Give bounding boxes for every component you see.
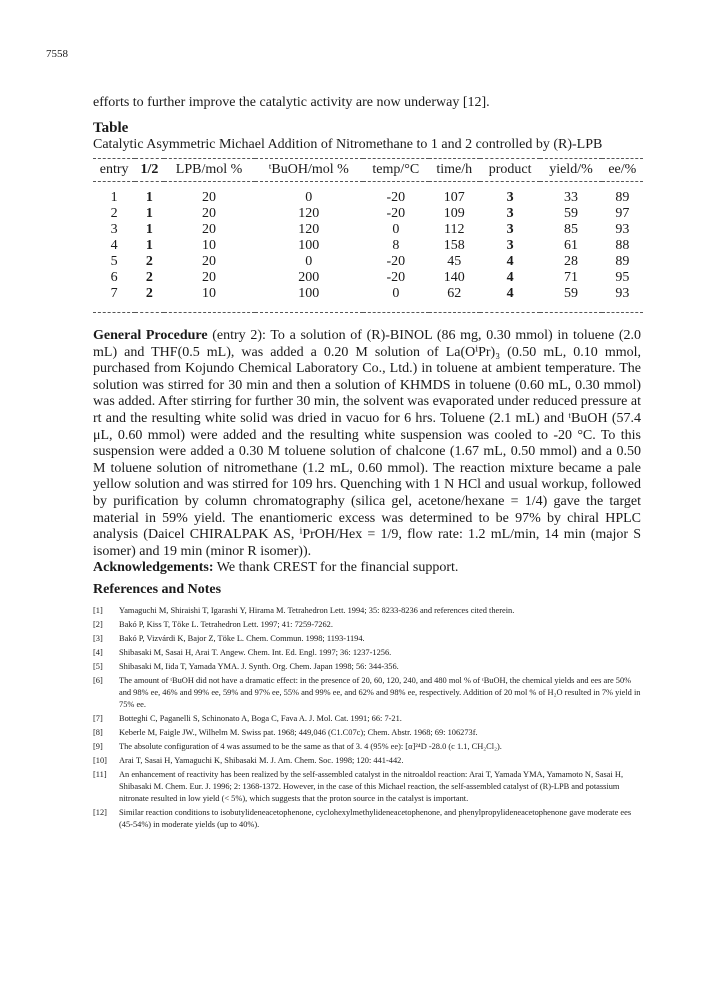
col-header-substrate: 1/2 (140, 162, 159, 177)
table-row (93, 182, 643, 207)
reference-item (93, 661, 643, 673)
table-row (93, 206, 643, 222)
results-table (93, 158, 643, 313)
table-cell: 20 (202, 206, 217, 221)
col-header-yield: yield/% (549, 162, 593, 177)
table-cell: 2 (145, 270, 153, 285)
table-cell: 1 (145, 238, 153, 253)
table-cell: -20 (386, 254, 406, 269)
col-header-temp: temp/°C (372, 162, 420, 177)
reference-number: [6] (93, 676, 103, 685)
table-cell: 112 (444, 222, 465, 237)
table-header-row (93, 159, 643, 182)
table-cell: 95 (615, 270, 630, 285)
table-cell: 2 (145, 254, 153, 269)
table-cell: 10 (202, 286, 217, 301)
reference-number: [10] (93, 756, 107, 765)
table-cell: 100 (298, 286, 320, 301)
table-cell: 89 (615, 254, 630, 269)
intro-text: efforts to further improve the catalytic activity are now underway [12]. (93, 95, 490, 110)
table-cell: 89 (615, 190, 630, 205)
reference-text: Keberle M, Faigle JW., Wilhelm M. Swiss pat. 1968; 449,046 (C1.C07c); Chem. Abstr. 1968; 69: 106273f. (119, 728, 478, 737)
reference-text: An enhancement of reactivity has been realized by the self-assembled catalyst in the nitroaldol reaction: Arai T, Yamada YMA, Yamamoto N, Sasai H, Shibasaki M. Chem. Eur. J. 1996; 2: 1368-1372. However, in the case of this Michael reaction, the self-assembled catalyst of (R)-LPB and potassium nitronate resulted in low yield (< 5%), which suggests that the proton source in the catalyst is important. (119, 770, 624, 803)
reference-text: The amount of ᵗBuOH did not have a dramatic effect: in the presence of 20, 60, 120, 240, and 480 mol % of ᵗBuOH, the chemical yields and ees are 50% and 98% ee, 46% and 99% ee, 59% and 97% ee, 55% and 99% ee, and 62% and 98% ee, respectively. Addition of 20 mol % of H₂O resulted in 7% yield in 75% ee. (119, 676, 641, 709)
table-cell: 20 (202, 190, 217, 205)
references-heading: References and Notes (93, 582, 222, 597)
reference-item (93, 675, 643, 711)
table-cell: 4 (506, 254, 514, 269)
table-cell: 0 (392, 222, 400, 237)
reference-item (93, 755, 643, 767)
table-cell: 71 (563, 270, 578, 285)
table-cell: 93 (615, 222, 630, 237)
table-cell: 88 (615, 238, 630, 253)
table-cell: 59 (563, 286, 578, 301)
reference-text: Shibasaki M, Iida T, Yamada YMA. J. Synth. Org. Chem. Japan 1998; 56: 344-356. (119, 662, 399, 671)
reference-item (93, 633, 643, 645)
table-cell: 158 (443, 238, 465, 253)
table-cell: 20 (202, 270, 217, 285)
reference-text: Bakó P, Kiss T, Töke L. Tetrahedron Lett. 1997; 41: 7259-7262. (119, 620, 333, 629)
table-row (93, 238, 643, 254)
table-cell: 3 (506, 190, 514, 205)
reference-item (93, 807, 643, 831)
acknowledgements-heading: Acknowledgements: (93, 560, 214, 575)
reference-item (93, 769, 643, 805)
col-header-entry: entry (99, 162, 129, 177)
reference-text: Botteghi C, Paganelli S, Schinonato A, Boga C, Fava A. J. Mol. Cat. 1991; 66: 7-21. (119, 714, 402, 723)
table-cell: 4 (506, 270, 514, 285)
reference-text: Bakó P, Vizvárdi K, Bajor Z, Töke L. Chem. Commun. 1998; 1193-1194. (119, 634, 365, 643)
table-row (93, 222, 643, 238)
table-cell: 1 (145, 222, 153, 237)
table-cell: 4 (506, 286, 514, 301)
reference-number: [7] (93, 714, 103, 723)
table-cell: 1 (145, 206, 153, 221)
reference-item (93, 605, 643, 617)
table-cell: 62 (447, 286, 462, 301)
table-caption: Catalytic Asymmetric Michael Addition of Nitromethane to 1 and 2 controlled by (R)-LPB (93, 137, 603, 152)
table-cell: 140 (443, 270, 465, 285)
reference-text: Shibasaki M, Sasai H, Arai T. Angew. Chem. Int. Ed. Engl. 1997; 36: 1237-1256. (119, 648, 392, 657)
table-cell: 10 (202, 238, 217, 253)
reference-item (93, 741, 643, 753)
reference-number: [8] (93, 728, 103, 737)
acknowledgements (93, 560, 641, 576)
reference-number: [12] (93, 808, 107, 817)
reference-text: Arai T, Sasai H, Yamaguchi K, Shibasaki M. J. Am. Chem. Soc. 1998; 120: 441-442. (119, 756, 404, 765)
table-row (93, 286, 643, 313)
table-cell: 0 (392, 286, 400, 301)
table-cell: 45 (447, 254, 462, 269)
reference-text: Similar reaction conditions to isobutylideneacetophenone, cyclohexylmethylideneacetophenone, and phenylpropylideneacetophenone gave moderate ees (45-54%) in moderate yields (up to 40%). (119, 808, 632, 829)
table-cell: 1 (145, 190, 153, 205)
col-header-product: product (488, 162, 532, 177)
reference-number: [4] (93, 648, 103, 657)
table-cell: -20 (386, 190, 406, 205)
reference-item (93, 619, 643, 631)
col-header-tbuoh: ᵗBuOH/mol % (268, 162, 349, 177)
general-procedure-heading: General Procedure (93, 328, 208, 343)
col-header-lpb: LPB/mol % (175, 162, 243, 177)
table-row (93, 270, 643, 286)
table-cell: 0 (305, 254, 313, 269)
table-row (93, 254, 643, 270)
table-cell: 7 (110, 286, 118, 301)
table-cell: 200 (298, 270, 320, 285)
col-header-ee: ee/% (608, 162, 637, 177)
table-cell: 33 (563, 190, 578, 205)
reference-number: [2] (93, 620, 103, 629)
table-cell: 93 (615, 286, 630, 301)
table-cell: 8 (392, 238, 400, 253)
table-cell: 20 (202, 254, 217, 269)
table-title: Table (93, 120, 129, 136)
acknowledgements-text: We thank CREST for the financial support. (213, 560, 459, 575)
table-cell: 120 (298, 206, 320, 221)
table-cell: 2 (110, 206, 118, 221)
table-cell: 120 (298, 222, 320, 237)
reference-text: Yamaguchi M, Shiraishi T, Igarashi Y, Hirama M. Tetrahedron Lett. 1994; 35: 8233-8236 and references cited therein. (119, 606, 515, 615)
table-cell: 3 (110, 222, 118, 237)
table-cell: 59 (563, 206, 578, 221)
table-cell: 5 (110, 254, 118, 269)
table-cell: 1 (110, 190, 118, 205)
table-cell: -20 (386, 206, 406, 221)
table-cell: 3 (506, 206, 514, 221)
reference-text: The absolute configuration of 4 was assumed to be the same as that of 3. 4 (95% ee): [α]²⁴D -28.0 (c 1.1, CH₂Cl₂). (119, 742, 502, 751)
table-cell: 20 (202, 222, 217, 237)
reference-number: [1] (93, 606, 103, 615)
table-cell: 100 (298, 238, 320, 253)
table-cell: 61 (563, 238, 578, 253)
table-cell: 97 (615, 206, 630, 221)
reference-item (93, 647, 643, 659)
table-cell: 2 (145, 286, 153, 301)
table-cell: 109 (443, 206, 465, 221)
table-cell: 0 (305, 190, 313, 205)
table-cell: 107 (443, 190, 465, 205)
table-cell: 6 (110, 270, 118, 285)
table-cell: 85 (563, 222, 578, 237)
general-procedure-text: (entry 2): To a solution of (R)-BINOL (86 mg, 0.30 mmol) in toluene (2.0 mL) and THF(0.5 mL), was added a 0.20 M solution of La(OⁱPr)₃ (0.50 mL, 0.10 mmol, purchased from Kojundo Chemical Laboratory Co., Ltd.) in toluene at ambient temperature. The solution was stirred for 30 min and then a solution of KHMDS in toluene (0.60 mL, 0.30 mmol) was added. After stirring for further 30 min, the solvent was evaporated under reduced pressure at rt and the resulting white solid was dried in vacuo for 6 hrs. Toluene (2.1 mL) and ᵗBuOH (57.4 μL, 0.60 mmol) were added and the resulting white suspension was cooled to -20 °C. To this suspension were added a 0.30 M toluene solution of chalcone (1.67 mL, 0.50 mmol) and a 0.50 M toluene solution of nitromethane (1.2 mL, 0.60 mmol). The reaction mixture became a pale yellow solution and was stirred for 109 hrs. Quenching with 1 N HCl and usual workup, followed by purification by column chromatography (silica gel, acetone/hexane = 1/4) gave the target material in 59% yield. The enantiomeric excess was determined to be 97% by chiral HPLC analysis (Daicel CHIRALPAK AS, ⁱPrOH/Hex = 1/9, flow rate: 1.2 mL/min, 14 min (major S isomer) and 19 min (minor R isomer)). (93, 328, 641, 559)
reference-item (93, 727, 643, 739)
reference-number: [11] (93, 770, 107, 779)
references-list (93, 605, 643, 833)
table-cell: 28 (563, 254, 578, 269)
reference-number: [9] (93, 742, 103, 751)
table-cell: 4 (110, 238, 118, 253)
col-header-time: time/h (436, 162, 473, 177)
reference-item (93, 713, 643, 725)
table-cell: -20 (386, 270, 406, 285)
reference-number: [5] (93, 662, 103, 671)
table-cell: 3 (506, 238, 514, 253)
page-number: 7558 (46, 48, 68, 60)
general-procedure (93, 328, 641, 560)
table-cell: 3 (506, 222, 514, 237)
reference-number: [3] (93, 634, 103, 643)
